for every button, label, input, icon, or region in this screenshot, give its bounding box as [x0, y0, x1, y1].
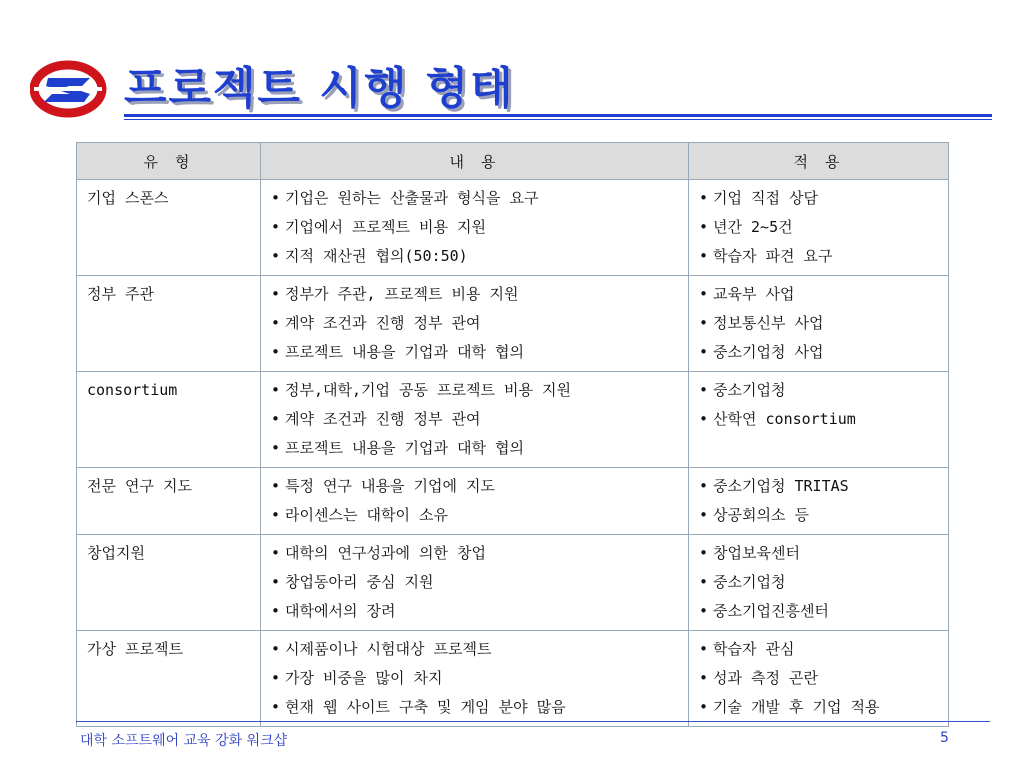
row-type: 정부 주관	[77, 276, 261, 372]
list-item: • 창업동아리 중심 지원	[271, 568, 680, 597]
list-item: • 가장 비중을 많이 차지	[271, 664, 680, 693]
list-item: • 창업보육센터	[699, 539, 940, 568]
footer-title: 대학 소프트웨어 교육 강화 워크샵	[80, 733, 288, 749]
list-item: • 정보통신부 사업	[699, 309, 940, 338]
row-application	[689, 372, 949, 468]
list-item: • 정부가 주관, 프로젝트 비용 지원	[271, 280, 680, 309]
list-item: • 대학에서의 장려	[271, 597, 680, 626]
list-item: • 계약 조건과 진행 정부 관여	[271, 309, 680, 338]
table-row	[77, 535, 949, 631]
row-application	[689, 631, 949, 727]
list-item: • 대학의 연구성과에 의한 창업	[271, 539, 680, 568]
header-application: 적 용	[689, 143, 949, 180]
table-row	[77, 180, 949, 276]
list-item: • 계약 조건과 진행 정부 관여	[271, 405, 680, 434]
list-item: • 프로젝트 내용을 기업과 대학 협의	[271, 434, 680, 463]
project-types-table	[76, 142, 949, 727]
table-row	[77, 276, 949, 372]
table-row	[77, 372, 949, 468]
list-item: • 성과 측정 곤란	[699, 664, 940, 693]
row-type: 창업지원	[77, 535, 261, 631]
row-application	[689, 180, 949, 276]
list-item: • 기업 직접 상담	[699, 184, 940, 213]
row-content	[261, 372, 689, 468]
list-item: • 년간 2~5건	[699, 213, 940, 242]
table-row	[77, 468, 949, 535]
list-item: • 현재 웹 사이트 구축 및 게임 분야 많음	[271, 693, 680, 722]
row-type: 가상 프로젝트	[77, 631, 261, 727]
list-item: • 학습자 관심	[699, 635, 940, 664]
table-row	[77, 631, 949, 727]
list-item: • 기업은 원하는 산출물과 형식을 요구	[271, 184, 680, 213]
list-item: • 정부,대학,기업 공동 프로젝트 비용 지원	[271, 376, 680, 405]
row-application	[689, 276, 949, 372]
row-type: 기업 스폰스	[77, 180, 261, 276]
page-number: 5	[940, 730, 949, 746]
list-item: • 지적 재산권 협의(50:50)	[271, 242, 680, 271]
row-application	[689, 468, 949, 535]
header-type: 유 형	[77, 143, 261, 180]
table-header-row	[77, 143, 949, 180]
row-content	[261, 276, 689, 372]
page-title: 프로젝트 시행 형태	[124, 63, 515, 114]
row-content	[261, 631, 689, 727]
list-item: • 학습자 파견 요구	[699, 242, 940, 271]
list-item: • 라이센스는 대학이 소유	[271, 501, 680, 530]
row-application	[689, 535, 949, 631]
list-item: • 기술 개발 후 기업 적용	[699, 693, 940, 722]
header-content: 내 용	[261, 143, 689, 180]
list-item: • 프로젝트 내용을 기업과 대학 협의	[271, 338, 680, 367]
list-item: • 산학연 consortium	[699, 405, 940, 434]
list-item: • 기업에서 프로젝트 비용 지원	[271, 213, 680, 242]
footer-divider	[76, 721, 990, 722]
logo	[30, 58, 110, 120]
row-content	[261, 468, 689, 535]
row-content	[261, 535, 689, 631]
list-item: • 중소기업진흥센터	[699, 597, 940, 626]
row-content	[261, 180, 689, 276]
list-item: • 중소기업청 TRITAS	[699, 472, 940, 501]
list-item: • 중소기업청	[699, 376, 940, 405]
list-item: • 시제품이나 시험대상 프로젝트	[271, 635, 680, 664]
list-item: • 교육부 사업	[699, 280, 940, 309]
list-item: • 중소기업청 사업	[699, 338, 940, 367]
row-type: consortium	[77, 372, 261, 468]
row-type: 전문 연구 지도	[77, 468, 261, 535]
title-divider-thin	[124, 119, 992, 120]
list-item: • 상공회의소 등	[699, 501, 940, 530]
title-divider	[124, 114, 992, 117]
list-item: • 중소기업청	[699, 568, 940, 597]
list-item: • 특정 연구 내용을 기업에 지도	[271, 472, 680, 501]
